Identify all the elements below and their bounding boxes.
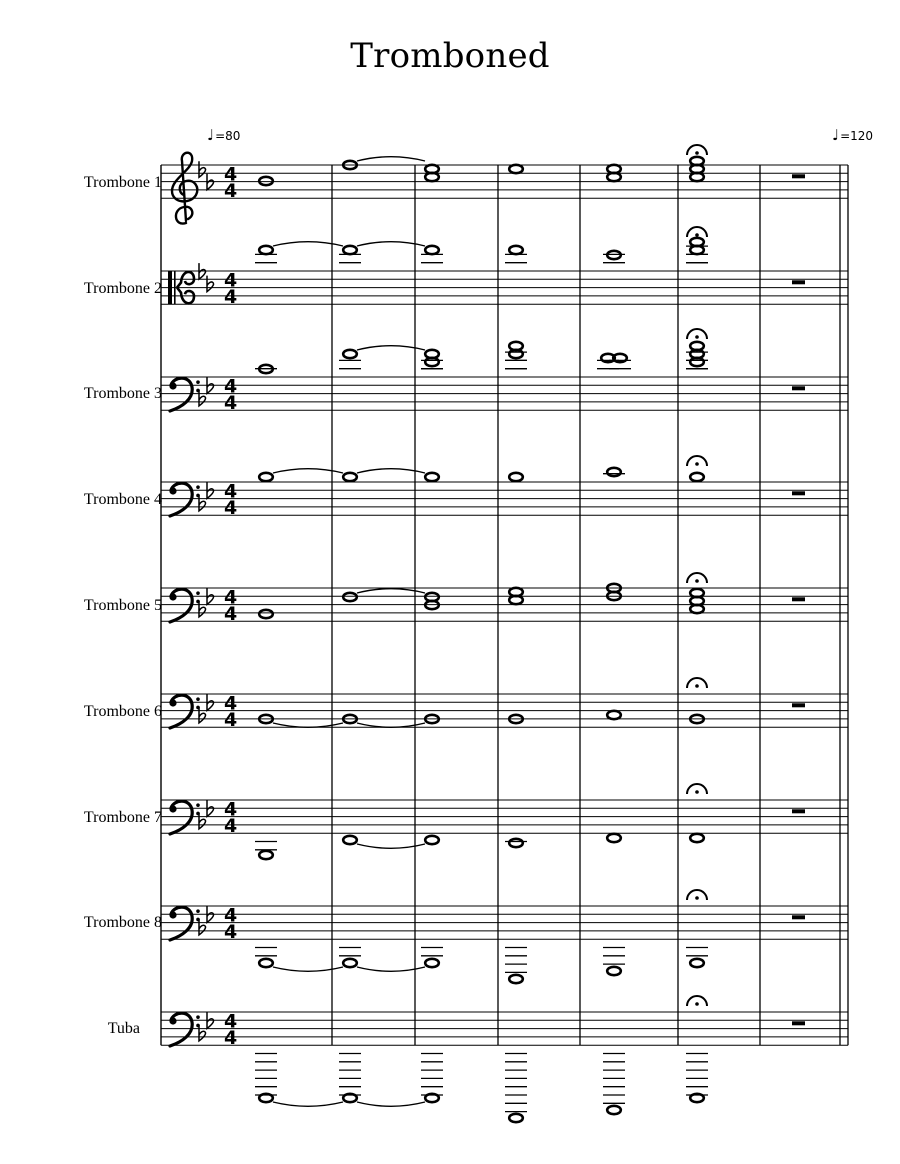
whole-rest-icon bbox=[792, 386, 805, 390]
whole-note bbox=[425, 358, 439, 366]
part-name-trombone-7: Trombone 7 bbox=[83, 809, 162, 826]
clefs bbox=[168, 153, 200, 1046]
whole-note bbox=[259, 1094, 273, 1102]
time-signatures bbox=[224, 164, 237, 1050]
fermata-dot bbox=[695, 684, 699, 688]
score-title: Tromboned bbox=[350, 36, 550, 76]
whole-rest-icon bbox=[792, 809, 805, 813]
whole-note bbox=[690, 1094, 704, 1102]
bass-clef-dot bbox=[196, 697, 200, 701]
whole-note bbox=[343, 593, 357, 601]
whole-note bbox=[259, 177, 273, 185]
fermata-dot bbox=[695, 462, 699, 466]
bass-clef-dot bbox=[196, 803, 200, 807]
whole-rest-icon bbox=[792, 1021, 805, 1025]
whole-note bbox=[607, 1106, 621, 1114]
fermata-dot bbox=[695, 896, 699, 900]
time-signature-numerator: 4 bbox=[224, 269, 238, 292]
whole-rest-icon bbox=[792, 915, 805, 919]
time-signature-numerator: 4 bbox=[224, 586, 238, 609]
time-signature-denominator: 4 bbox=[224, 921, 238, 944]
bass-clef-head bbox=[169, 805, 176, 812]
bass-clef-head bbox=[169, 593, 176, 600]
part-name-trombone-4: Trombone 4 bbox=[83, 491, 162, 508]
whole-rest-icon bbox=[792, 597, 805, 601]
flat-icon bbox=[199, 813, 206, 829]
whole-rest-icon bbox=[792, 280, 805, 284]
whole-note bbox=[690, 173, 704, 181]
whole-note bbox=[425, 959, 439, 967]
bass-clef-head bbox=[169, 699, 176, 706]
whole-note bbox=[509, 1114, 523, 1122]
whole-note bbox=[690, 834, 704, 842]
whole-note bbox=[259, 246, 273, 254]
tempo-start-text: =80 bbox=[215, 129, 241, 143]
bass-clef-dot bbox=[196, 591, 200, 595]
tie bbox=[357, 157, 425, 161]
flat-icon bbox=[199, 161, 206, 177]
time-signature-numerator: 4 bbox=[224, 692, 238, 715]
quarter-note-icon: ♩ bbox=[832, 126, 840, 144]
time-signature-denominator: 4 bbox=[224, 709, 238, 732]
part-name-tuba: Tuba bbox=[107, 1020, 140, 1037]
alto-clef-bar bbox=[168, 271, 172, 304]
whole-note bbox=[425, 1094, 439, 1102]
time-signature-denominator: 4 bbox=[224, 497, 238, 520]
flat-icon bbox=[199, 601, 206, 617]
part-name-trombone-5: Trombone 5 bbox=[83, 597, 162, 614]
tie bbox=[357, 1102, 425, 1106]
time-signature-numerator: 4 bbox=[224, 375, 238, 398]
whole-note bbox=[607, 711, 621, 719]
whole-note bbox=[343, 836, 357, 844]
tie bbox=[273, 1102, 343, 1106]
bass-clef-head bbox=[169, 382, 176, 389]
bass-clef-dot bbox=[196, 1015, 200, 1019]
flat-icon bbox=[199, 1025, 206, 1041]
whole-note bbox=[259, 959, 273, 967]
whole-note bbox=[509, 839, 523, 847]
fermata-dot bbox=[695, 790, 699, 794]
whole-note bbox=[607, 967, 621, 975]
part-name-trombone-1: Trombone 1 bbox=[83, 174, 162, 191]
notes bbox=[255, 145, 805, 1122]
flat-icon bbox=[199, 707, 206, 723]
time-signature-denominator: 4 bbox=[224, 1027, 238, 1050]
time-signature-denominator: 4 bbox=[224, 815, 238, 838]
flat-icon bbox=[199, 495, 206, 511]
flat-icon bbox=[199, 390, 206, 406]
whole-note bbox=[509, 473, 523, 481]
part-name-trombone-6: Trombone 6 bbox=[83, 703, 162, 720]
whole-rest-icon bbox=[792, 491, 805, 495]
whole-note bbox=[509, 350, 523, 358]
key-signatures bbox=[199, 161, 214, 1041]
time-signature-numerator: 4 bbox=[224, 163, 238, 186]
whole-note bbox=[690, 605, 704, 613]
time-signature-denominator: 4 bbox=[224, 180, 238, 203]
whole-note bbox=[343, 246, 357, 254]
whole-note bbox=[259, 610, 273, 618]
time-signature-denominator: 4 bbox=[224, 286, 238, 309]
whole-rest-icon bbox=[792, 703, 805, 707]
whole-note bbox=[509, 975, 523, 983]
fermata-dot bbox=[695, 151, 699, 155]
whole-note bbox=[690, 959, 704, 967]
time-signature-numerator: 4 bbox=[224, 1010, 238, 1033]
bass-clef-dot bbox=[196, 909, 200, 913]
fermata-dot bbox=[695, 233, 699, 237]
whole-note bbox=[343, 350, 357, 358]
time-signature-numerator: 4 bbox=[224, 480, 238, 503]
bass-clef-head bbox=[169, 911, 176, 918]
quarter-note-icon: ♩ bbox=[207, 126, 215, 144]
bass-clef-head bbox=[169, 487, 176, 494]
treble-clef-icon bbox=[172, 153, 197, 224]
bass-clef-head bbox=[169, 1017, 176, 1024]
whole-note bbox=[343, 1094, 357, 1102]
fermata-dot bbox=[695, 335, 699, 339]
flat-icon bbox=[199, 919, 206, 935]
whole-note bbox=[690, 238, 704, 246]
tempo-end-text: =120 bbox=[840, 129, 874, 143]
bass-clef-dot bbox=[196, 380, 200, 384]
whole-note bbox=[509, 246, 523, 254]
flat-icon bbox=[207, 276, 214, 292]
part-name-trombone-2: Trombone 2 bbox=[83, 280, 162, 297]
time-signature-numerator: 4 bbox=[224, 798, 238, 821]
whole-note bbox=[425, 473, 439, 481]
whole-note bbox=[509, 165, 523, 173]
part-name-trombone-3: Trombone 3 bbox=[83, 385, 162, 402]
whole-note bbox=[690, 473, 704, 481]
whole-note bbox=[607, 834, 621, 842]
fermata-dot bbox=[695, 1002, 699, 1006]
whole-note bbox=[607, 468, 621, 476]
fermata-dot bbox=[695, 579, 699, 583]
whole-note bbox=[425, 246, 439, 254]
whole-note bbox=[509, 596, 523, 604]
whole-note bbox=[259, 473, 273, 481]
bass-clef-dot bbox=[196, 485, 200, 489]
whole-note bbox=[607, 173, 621, 181]
whole-note bbox=[343, 959, 357, 967]
part-name-trombone-8: Trombone 8 bbox=[83, 914, 162, 931]
whole-note bbox=[690, 358, 704, 366]
whole-note bbox=[259, 851, 273, 859]
staff-lines bbox=[161, 165, 848, 1045]
whole-note bbox=[425, 836, 439, 844]
time-signature-denominator: 4 bbox=[224, 392, 238, 415]
whole-note bbox=[425, 173, 439, 181]
alto-clef-bar bbox=[174, 271, 176, 304]
whole-rest-icon bbox=[792, 174, 805, 178]
whole-note bbox=[343, 473, 357, 481]
time-signature-denominator: 4 bbox=[224, 603, 238, 626]
time-signature-numerator: 4 bbox=[224, 904, 238, 927]
